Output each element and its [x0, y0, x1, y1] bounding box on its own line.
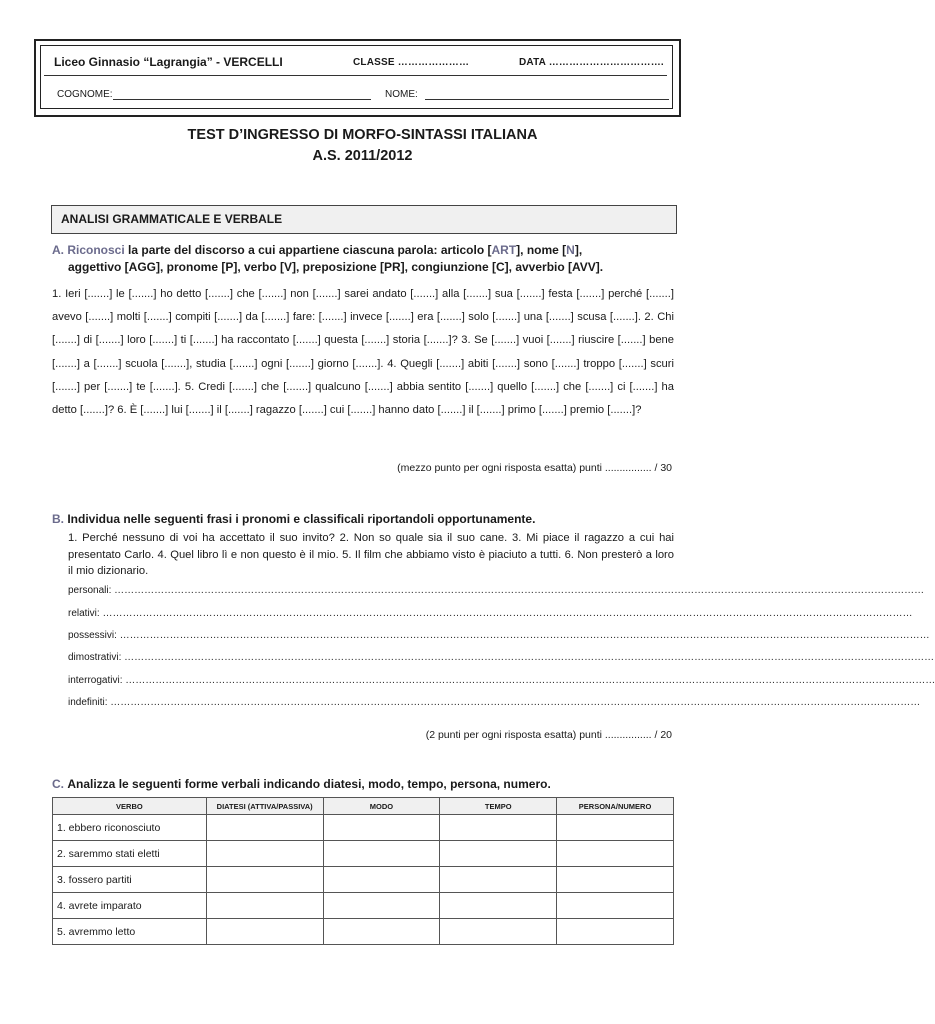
data-field: DATA ……………………………. [519, 57, 664, 68]
category-relativi: relativi: ……………………………………………………………………………………………………………………………………………………………………………………………………………………… [68, 608, 913, 619]
category-label: relativi: [68, 608, 100, 619]
answer-cell[interactable] [323, 815, 440, 841]
category-label: indefiniti: [68, 697, 108, 708]
verb-cell: 2. saremmo stati eletti [53, 841, 207, 867]
question-c-title: Analizza le seguenti forme verbali indicando diatesi, modo, tempo, persona, numero. [67, 777, 551, 791]
answer-cell[interactable] [323, 867, 440, 893]
answer-cell[interactable] [440, 919, 557, 945]
header-verbo: VERBO [53, 798, 207, 815]
nome-label: NOME: [385, 89, 418, 100]
answer-cell[interactable] [557, 893, 674, 919]
answer-cell[interactable] [557, 919, 674, 945]
question-a-instruction [52, 242, 677, 258]
abbr-art: ART [491, 243, 517, 257]
verb-cell: 4. avrete imparato [53, 893, 207, 919]
category-personali: personali: ……………………………………………………………………………………………………………………………………………………………………………………………………………………… [68, 585, 925, 596]
table-header-row [53, 798, 674, 815]
abbr-n: N [566, 243, 575, 257]
school-year: A.S. 2011/2012 [312, 148, 413, 164]
header-persona-numero: PERSONA/NUMERO [557, 798, 674, 815]
category-label: interrogativi: [68, 675, 123, 686]
question-a-text: 1. Ieri [.......] le [.......] ho detto [.......] che [.......] non [.......] sarei andato [.......] alla [.......] sua [.......] festa [.......] perché [.......] avevo [.......] molti [.......] compiti [.......] da [.......] fare: [.......] invece [.......] era [.......] solo [.......] una [.......] scusa [.......]. 2. Chi [.......] di [.......] loro [.......] ti [.......] ha raccontato [.......] questa [.......] storia [.......]? 3. Se [.......] vuoi [.......] riuscire [.......] bene [.......] a [.......] scuola [.......], studia [.......] ogni [.......] giorno [.......]. 4. Quegli [.......] abiti [.......] sono [.......] troppo [.......] scuri [.......] per [.......] te [.......]. 5. Credi [.......] che [.......] qualcuno [.......] abbia sentito [.......] quello [.......] che [.......] ci [.......] ha detto [.......]? 6. È [.......] lui [.......] il [.......] ragazzo [.......] cui [.......] hanno dato [.......] il [.......] primo [.......] premio [.......]? [52, 288, 674, 417]
header-tempo: TEMPO [440, 798, 557, 815]
category-dimostrativi: dimostrativi: ……………………………………………………………………………………………………………………………………………………………………………………………………………………… [68, 652, 935, 663]
header-divider [44, 75, 667, 76]
question-a-rest3: ], [574, 243, 583, 257]
answer-cell[interactable] [323, 919, 440, 945]
question-a-line2: aggettivo [AGG], pronome [P], verbo [V], preposizione [PR], congiunzione [C], avverbio [AVV]. [68, 260, 604, 274]
cognome-field [57, 88, 371, 100]
classe-field: CLASSE ………………… [353, 57, 470, 68]
nome-field [385, 88, 669, 100]
table-row [53, 841, 674, 867]
question-a-instruction-line2 [68, 259, 678, 275]
answer-cell[interactable] [206, 841, 323, 867]
question-a-score: (mezzo punto per ogni risposta esatta) punti ................ / 30 [397, 462, 672, 474]
verb-cell: 3. fossero partiti [53, 867, 207, 893]
header-modo: MODO [323, 798, 440, 815]
category-label: possessivi: [68, 630, 117, 641]
question-b-instruction [52, 511, 677, 527]
answer-cell[interactable] [440, 867, 557, 893]
category-possessivi: possessivi: ……………………………………………………………………………………………………………………………………………………………………………………………………………………… [68, 630, 930, 641]
question-b-title: Individua nelle seguenti frasi i pronomi e classificali riportandoli opportunamente. [67, 512, 536, 526]
header-diatesi: DIATESI (ATTIVA/PASSIVA) [206, 798, 323, 815]
question-a-rest2: ], nome [ [516, 243, 567, 257]
table-row [53, 893, 674, 919]
answer-cell[interactable] [206, 867, 323, 893]
answer-cell[interactable] [206, 815, 323, 841]
answer-cell[interactable] [557, 815, 674, 841]
table-row [53, 919, 674, 945]
question-a-verb: Riconosci [67, 243, 125, 257]
cognome-blank [113, 88, 371, 100]
table-row [53, 867, 674, 893]
question-c-letter: C. [52, 777, 64, 791]
verb-cell: 5. avremmo letto [53, 919, 207, 945]
answer-cell[interactable] [557, 867, 674, 893]
question-b-score: (2 punti per ogni risposta esatta) punti ................ / 20 [425, 729, 672, 741]
answer-cell[interactable] [440, 815, 557, 841]
category-indefiniti: indefiniti: ……………………………………………………………………………………………………………………………………………………………………………………………………………………… [68, 697, 921, 708]
answer-cell[interactable] [323, 893, 440, 919]
nome-blank [425, 88, 669, 100]
answer-cell[interactable] [440, 893, 557, 919]
answer-cell[interactable] [206, 893, 323, 919]
question-b-text: 1. Perché nessuno di voi ha accettato il suo invito? 2. Non so quale sia il suo cane. 3. Mi piace il ragazzo a cui hai presentato Carlo. 4. Quel libro lì e non questo è il mio. 5. Il film che abbiamo visto è piaciuto a tutti. 6. Non presterò a loro il mio dizionario. [68, 532, 674, 577]
answer-cell[interactable] [557, 841, 674, 867]
answer-cell[interactable] [440, 841, 557, 867]
category-interrogativi: interrogativi: ……………………………………………………………………………………………………………………………………………………………………………………………………………………… [68, 675, 935, 686]
school-name: Liceo Ginnasio “Lagrangia” - VERCELLI [54, 55, 283, 69]
section-heading-text: ANALISI GRAMMATICALE E VERBALE [61, 212, 283, 226]
question-a-rest1: la parte del discorso a cui appartiene ciascuna parola: articolo [ [124, 243, 492, 257]
verb-analysis-table [52, 797, 674, 945]
question-b-letter: B. [52, 512, 64, 526]
answer-cell[interactable] [206, 919, 323, 945]
question-c-instruction [52, 776, 677, 792]
verb-cell: 1. ebbero riconosciuto [53, 815, 207, 841]
category-label: personali: [68, 585, 112, 596]
cognome-label: COGNOME: [57, 89, 113, 100]
page-title: TEST D’INGRESSO DI MORFO-SINTASSI ITALIANA [187, 127, 538, 143]
section-heading [51, 205, 677, 234]
question-a-letter: A. [52, 243, 64, 257]
table-row [53, 815, 674, 841]
answer-cell[interactable] [323, 841, 440, 867]
category-label: dimostrativi: [68, 652, 122, 663]
